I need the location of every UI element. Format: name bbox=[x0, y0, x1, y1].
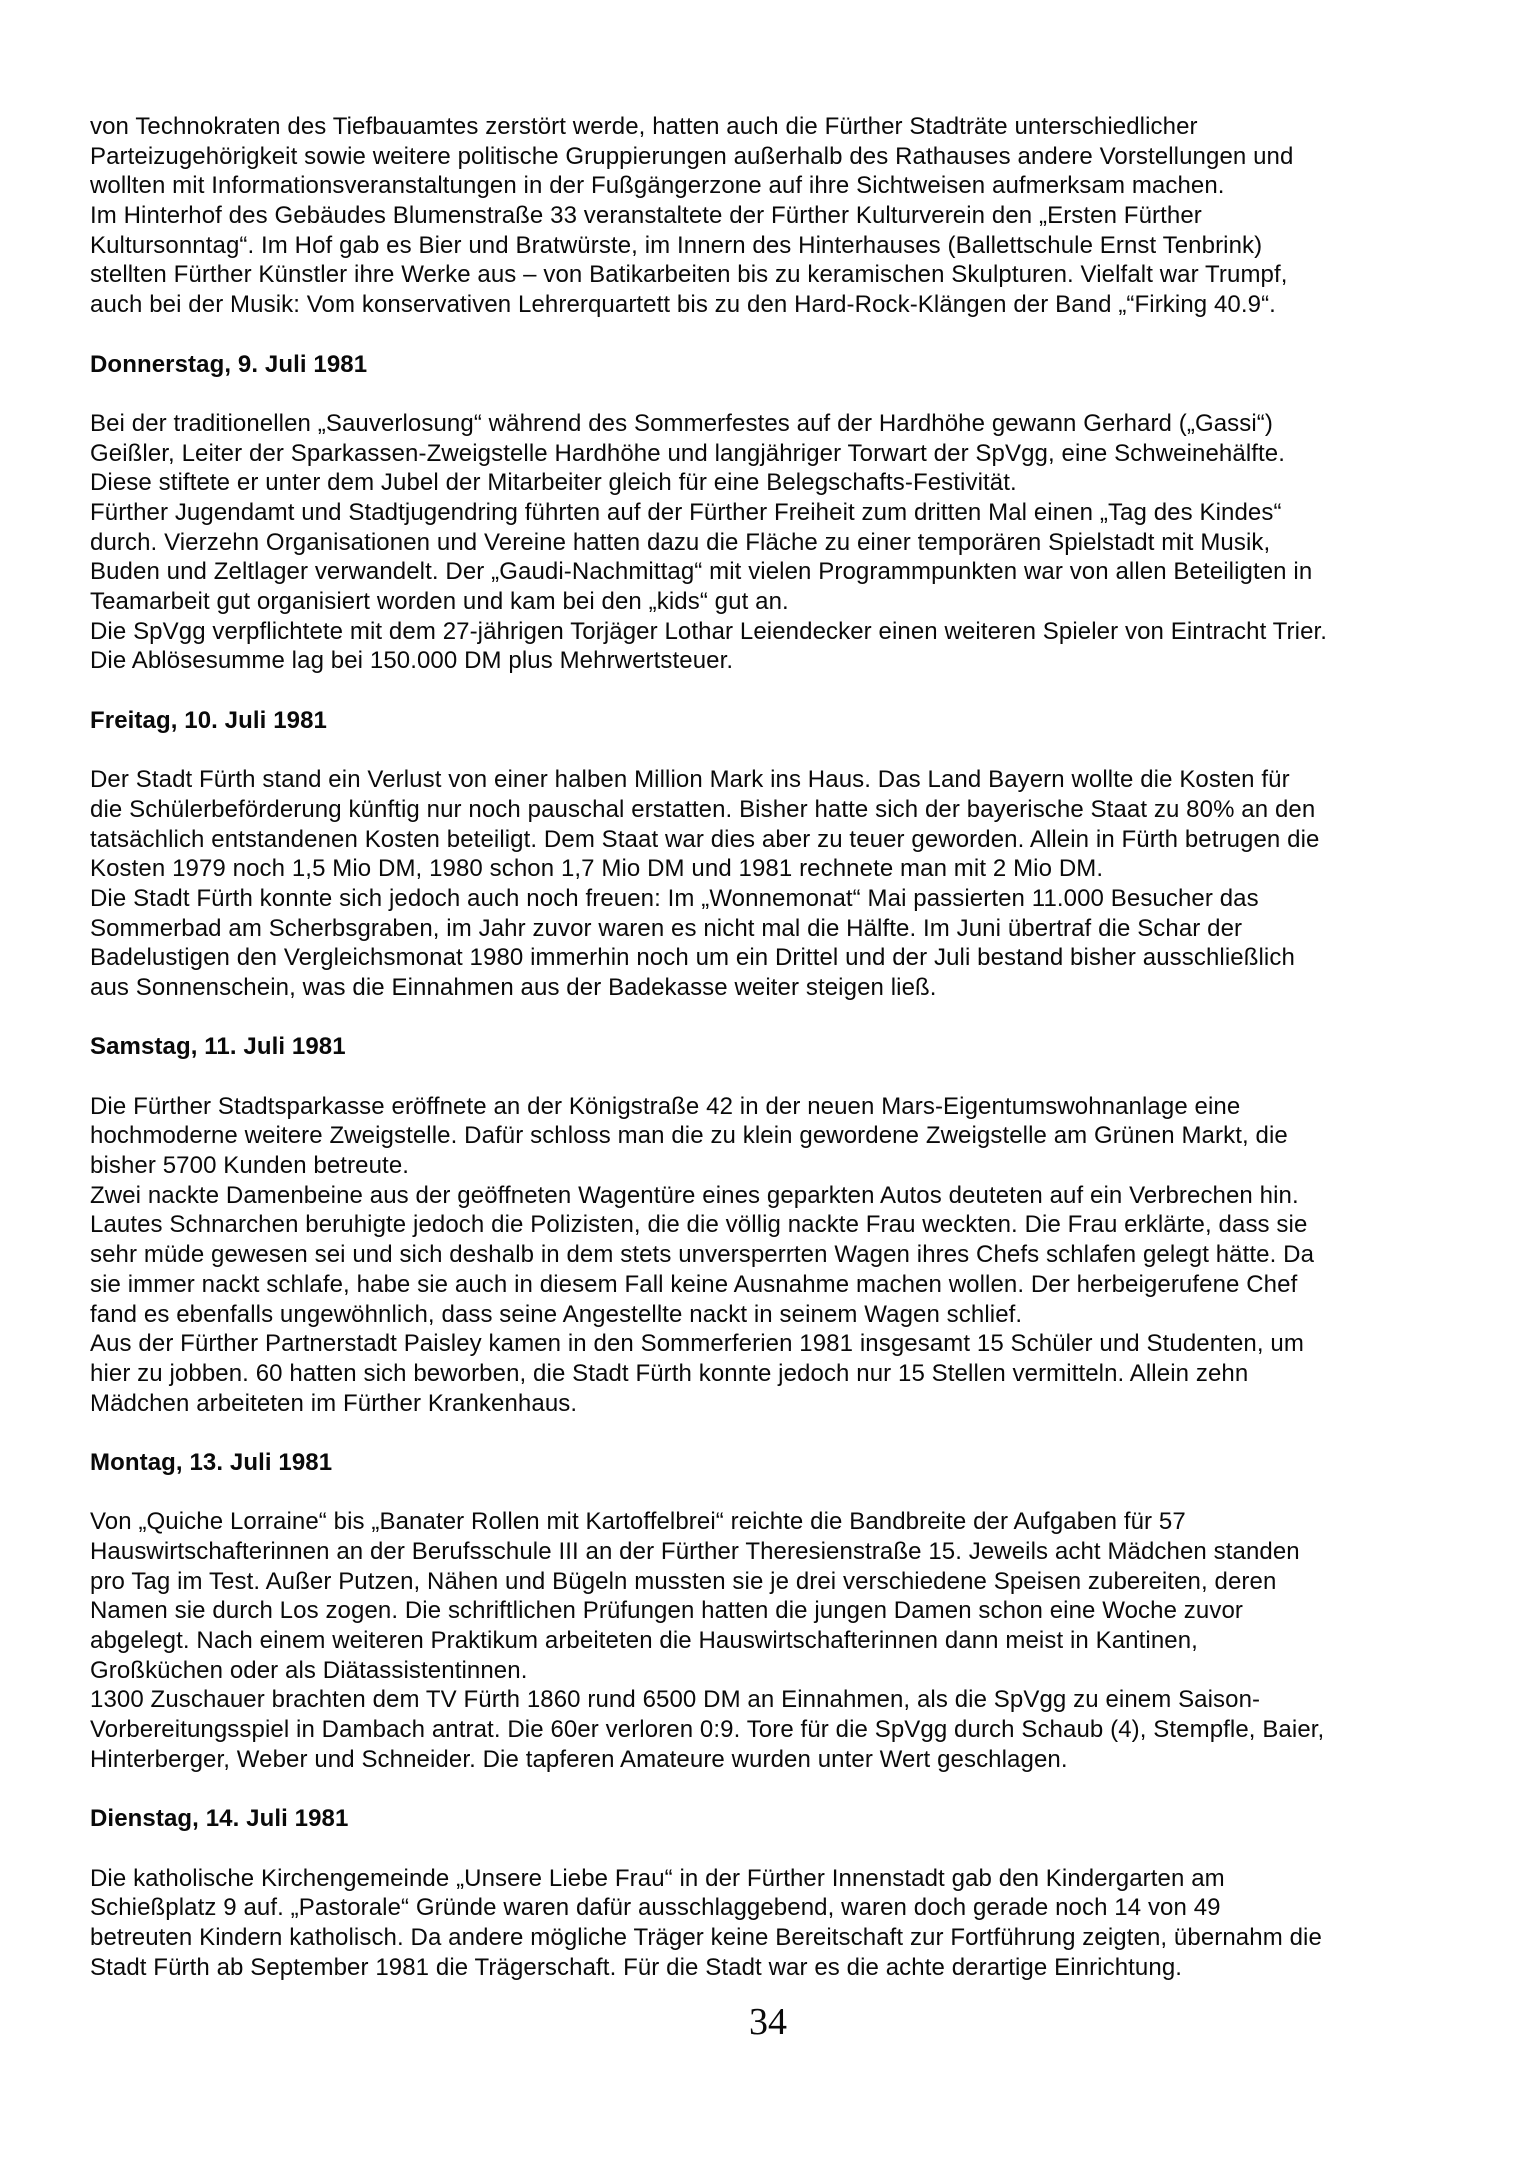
body-text-line: betreuten Kindern katholisch. Da andere mögliche Träger keine Bereitschaft zur Fortführung zeigten, übernahm die bbox=[90, 1923, 1322, 1951]
date-heading: Donnerstag, 9. Juli 1981 bbox=[90, 350, 368, 378]
blank-line bbox=[90, 1834, 1480, 1864]
blank-line bbox=[90, 676, 1480, 706]
body-text-line: Mädchen arbeiteten im Fürther Krankenhaus. bbox=[90, 1389, 578, 1417]
body-text-line: durch. Vierzehn Organisationen und Vereine hatten dazu die Fläche zu einer temporären Spielstadt mit Musik, bbox=[90, 528, 1271, 556]
date-heading: Montag, 13. Juli 1981 bbox=[90, 1448, 333, 1476]
blank-line bbox=[90, 1062, 1480, 1092]
blank-line bbox=[90, 1775, 1480, 1805]
body-text-line: bisher 5700 Kunden betreute. bbox=[90, 1152, 410, 1180]
blank-line bbox=[90, 379, 1480, 409]
date-heading: Freitag, 10. Juli 1981 bbox=[90, 706, 327, 734]
body-text-line: Aus der Fürther Partnerstadt Paisley kamen in den Sommerferien 1981 insgesamt 15 Schüler und Studenten, um bbox=[90, 1330, 1304, 1358]
body-text-line: sie immer nackt schlafe, habe sie auch in diesem Fall keine Ausnahme machen wollen. Der herbeigerufene Chef bbox=[90, 1270, 1298, 1298]
body-text-line: Kultursonntag“. Im Hof gab es Bier und Bratwürste, im Innern des Hinterhauses (Ballettschule Ernst Tenbrink) bbox=[90, 231, 1263, 259]
body-text-line: Hauswirtschafterinnen an der Berufsschule III an der Fürther Theresienstraße 15. Jeweils acht Mädchen standen bbox=[90, 1538, 1300, 1565]
blank-line bbox=[90, 735, 1480, 765]
body-text-line: Stadt Fürth ab September 1981 die Trägerschaft. Für die Stadt war es die achte derartige Einrichtung. bbox=[90, 1953, 1183, 1981]
body-text-line: Vorbereitungsspiel in Dambach antrat. Die 60er verloren 0:9. Tore für die SpVgg durch Schaub (4), Stempfle, Baier, bbox=[90, 1716, 1325, 1744]
body-text-line: abgelegt. Nach einem weiteren Praktikum arbeiteten die Hauswirtschafterinnen dann meist in Kantinen, bbox=[90, 1627, 1198, 1655]
date-heading: Samstag, 11. Juli 1981 bbox=[90, 1033, 346, 1061]
body-text-line: Diese stiftete er unter dem Jubel der Mitarbeiter gleich für eine Belegschafts-Festivität. bbox=[90, 469, 1017, 497]
body-text-line: Die SpVgg verpflichtete mit dem 27-jährigen Torjäger Lothar Leiendecker einen weiteren Spieler von Eintracht Trier. bbox=[90, 617, 1328, 645]
body-text-line: Zwei nackte Damenbeine aus der geöffneten Wagentüre eines geparkten Autos deuteten auf ein Verbrechen hin. bbox=[90, 1181, 1299, 1209]
body-text-line: Hinterberger, Weber und Schneider. Die tapferen Amateure wurden unter Wert geschlagen. bbox=[90, 1745, 1068, 1773]
date-heading: Dienstag, 14. Juli 1981 bbox=[90, 1805, 349, 1833]
body-text-line: fand es ebenfalls ungewöhnlich, dass seine Angestellte nackt in seinem Wagen schlief. bbox=[90, 1300, 1023, 1328]
body-text-line: Im Hinterhof des Gebäudes Blumenstraße 33 veranstaltete der Fürther Kulturverein den „Ersten Fürther bbox=[90, 202, 1202, 230]
body-text-line: Sommerbad am Scherbsgraben, im Jahr zuvor waren es nicht mal die Hälfte. Im Juni übertraf die Schar der bbox=[90, 914, 1243, 942]
body-text-line: Bei der traditionellen „Sauverlosung“ während des Sommerfestes auf der Hardhöhe gewann Gerhard („Gassi“) bbox=[90, 409, 1273, 437]
body-text-line: hochmoderne weitere Zweigstelle. Dafür schloss man die zu klein gewordene Zweigstelle am Grünen Markt, die bbox=[90, 1122, 1288, 1150]
body-text-line: die Schülerbeförderung künftig nur noch pauschal erstatten. Bisher hatte sich der bayerische Staat zu 80% an den bbox=[90, 795, 1316, 823]
body-text-line: Die katholische Kirchengemeinde „Unsere Liebe Frau“ in der Fürther Innenstadt gab den Kindergarten am bbox=[90, 1864, 1225, 1892]
document-body bbox=[90, 112, 1480, 1982]
blank-line bbox=[90, 1418, 1480, 1448]
body-text-line: Teamarbeit gut organisiert worden und kam bei den „kids“ gut an. bbox=[90, 588, 789, 615]
body-text-line: Kosten 1979 noch 1,5 Mio DM, 1980 schon 1,7 Mio DM und 1981 rechnete man mit 2 Mio DM. bbox=[90, 855, 1104, 883]
blank-line bbox=[90, 1478, 1480, 1508]
body-text-line: Von „Quiche Lorraine“ bis „Banater Rollen mit Kartoffelbrei“ reichte die Bandbreite der Aufgaben für 57 bbox=[90, 1508, 1186, 1536]
body-text-line: Fürther Jugendamt und Stadtjugendring führten auf der Fürther Freiheit zum dritten Mal einen „Tag des Kindes“ bbox=[90, 498, 1282, 526]
body-text-line: hier zu jobben. 60 hatten sich beworben, die Stadt Fürth konnte jedoch nur 15 Stellen vermitteln. Allein zehn bbox=[90, 1359, 1249, 1387]
body-text-line: Der Stadt Fürth stand ein Verlust von einer halben Million Mark ins Haus. Das Land Bayern wollte die Kosten für bbox=[90, 766, 1290, 794]
body-text-line: von Technokraten des Tiefbauamtes zerstört werde, hatten auch die Fürther Stadträte unterschiedlicher bbox=[90, 113, 1198, 140]
body-text-line: Die Fürther Stadtsparkasse eröffnete an der Königstraße 42 in der neuen Mars-Eigentumswohnanlage eine bbox=[90, 1092, 1241, 1120]
blank-line bbox=[90, 1003, 1480, 1033]
body-text-line: 1300 Zuschauer brachten dem TV Fürth 1860 rund 6500 DM an Einnahmen, als die SpVgg zu einem Saison- bbox=[90, 1686, 1261, 1714]
body-text-line: pro Tag im Test. Außer Putzen, Nähen und Bügeln mussten sie je drei verschiedene Speisen zubereiten, deren bbox=[90, 1567, 1277, 1595]
body-text-line: Die Ablösesumme lag bei 150.000 DM plus Mehrwertsteuer. bbox=[90, 647, 734, 675]
body-text-line: sehr müde gewesen sei und sich deshalb in dem stets unversperrten Wagen ihres Chefs schlafen gelegt hätte. Da bbox=[90, 1241, 1315, 1269]
body-text-line: tatsächlich entstandenen Kosten beteiligt. Dem Staat war dies aber zu teuer geworden. Allein in Fürth betrugen die bbox=[90, 825, 1320, 853]
body-text-line: wollten mit Informationsveranstaltungen in der Fußgängerzone auf ihre Sichtweisen aufmerksam machen. bbox=[90, 172, 1225, 200]
body-text-line: Namen sie durch Los zogen. Die schriftlichen Prüfungen hatten die jungen Damen schon eine Woche zuvor bbox=[90, 1597, 1243, 1625]
body-text-line: aus Sonnenschein, was die Einnahmen aus der Badekasse weiter steigen ließ. bbox=[90, 973, 937, 1001]
body-text-line: Die Stadt Fürth konnte sich jedoch auch noch freuen: Im „Wonnemonat“ Mai passierten 11.000 Besucher das bbox=[90, 884, 1259, 912]
body-text-line: Buden und Zeltlager verwandelt. Der „Gaudi-Nachmittag“ mit vielen Programmpunkten war von allen Beteiligten in bbox=[90, 558, 1313, 586]
body-text-line: auch bei der Musik: Vom konservativen Lehrerquartett bis zu den Hard-Rock-Klängen der Band „“Firking 40.9“. bbox=[90, 291, 1276, 319]
body-text-line: Lautes Schnarchen beruhigte jedoch die Polizisten, die die völlig nackte Frau weckten. Die Frau erklärte, dass sie bbox=[90, 1211, 1308, 1239]
body-text-line: Geißler, Leiter der Sparkassen-Zweigstelle Hardhöhe und langjähriger Torwart der SpVgg, eine Schweinehälfte. bbox=[90, 439, 1286, 467]
body-text-line: Parteizugehörigkeit sowie weitere politische Gruppierungen außerhalb des Rathauses andere Vorstellungen und bbox=[90, 142, 1294, 170]
body-text-line: stellten Fürther Künstler ihre Werke aus – von Batikarbeiten bis zu keramischen Skulpturen. Vielfalt war Trumpf, bbox=[90, 261, 1288, 289]
body-text-line: Schießplatz 9 auf. „Pastorale“ Gründe waren dafür ausschlaggebend, waren doch gerade noch 14 von 49 bbox=[90, 1894, 1221, 1922]
body-text-line: Großküchen oder als Diätassistentinnen. bbox=[90, 1656, 528, 1684]
blank-line bbox=[90, 320, 1480, 350]
page-number: 34 bbox=[749, 2001, 787, 2043]
body-text-line: Badelustigen den Vergleichsmonat 1980 immerhin noch um ein Drittel und der Juli bestand bisher ausschließlich bbox=[90, 944, 1295, 972]
